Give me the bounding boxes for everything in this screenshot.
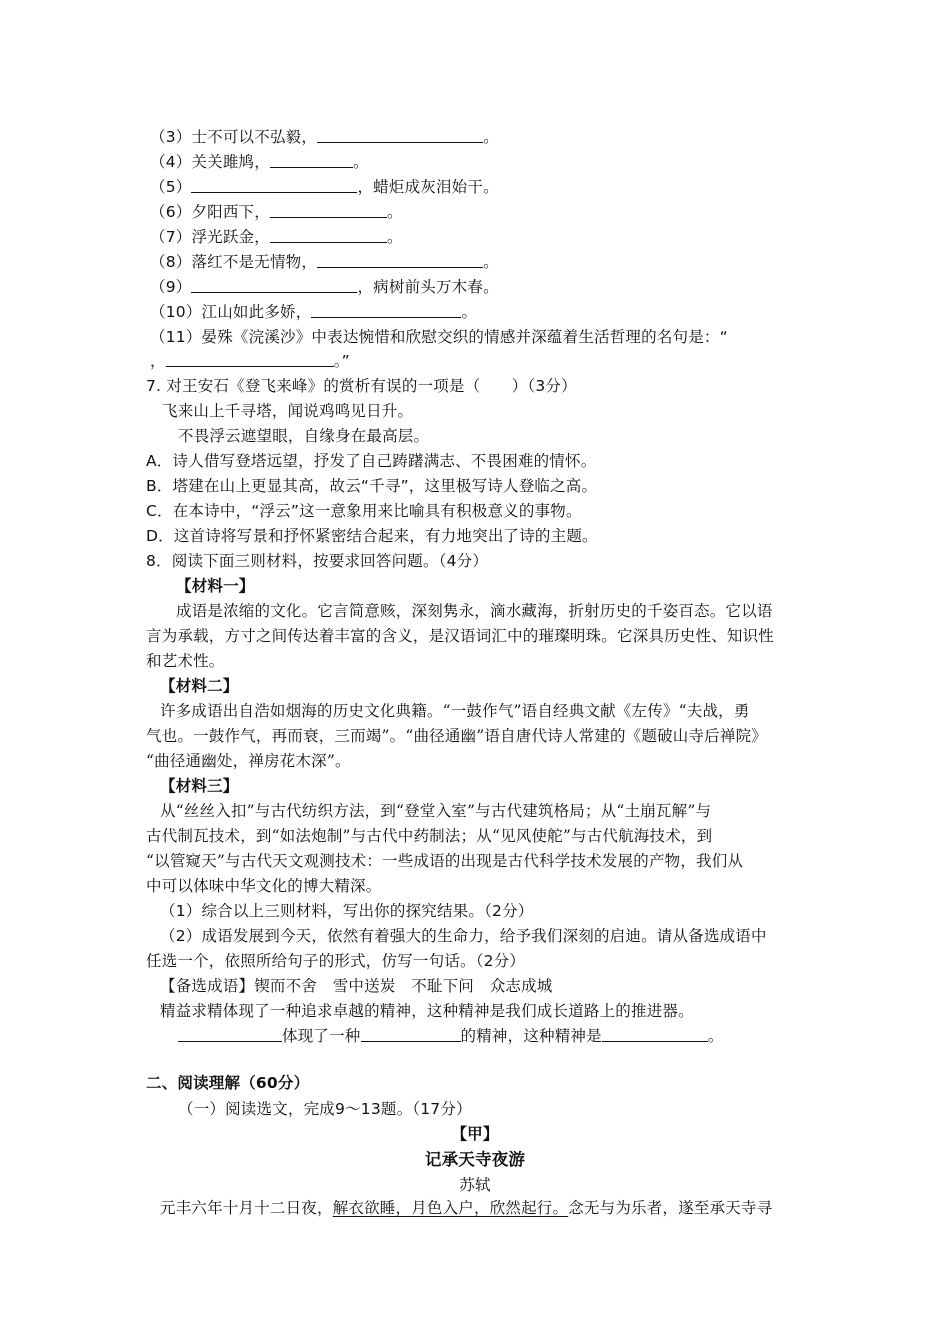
option-c: C．在本诗中，“浮云”这一意象用来比喻具有积极意义的事物。	[146, 502, 582, 520]
answer-blank[interactable]	[270, 227, 387, 243]
material-3-line: 中可以体味中华文化的博大精深。	[146, 877, 382, 895]
fill-item-3: （3）士不可以不弘毅， 。	[150, 128, 499, 146]
sub-question-2: （2）成语发展到今天，依然有着强大的生命力，给予我们深刻的启迪。请从备选成语中	[160, 927, 767, 945]
question-8: 8．阅读下面三则材料，按要求回答问题。（4分）	[146, 552, 489, 570]
material-2-line: 许多成语出自浩如烟海的历史文化典籍。“一鼓作气”语自经典文献《左传》“夫战，勇	[160, 702, 750, 720]
material-2-line: “曲径通幽处，禅房花木深”。	[146, 752, 351, 770]
fill-item-4: （4）关关雎鸠， 。	[150, 153, 369, 171]
question-7: 7. 对王安石《登飞来峰》的赏析有误的一项是（ ）（3分）	[146, 377, 577, 395]
passage-author: 苏轼	[459, 1176, 491, 1194]
fill-item-11: （11）晏殊《浣溪沙》中表达惋惜和欣慰交织的情感并深蕴着生活哲理的名句是：“	[150, 328, 728, 346]
fill-item-10: （10）江山如此多娇， 。	[150, 303, 478, 321]
answer-blank[interactable]	[191, 277, 357, 293]
material-1-line: 成语是浓缩的文化。它言简意赅，深刻隽永，滴水藏海，折射历史的千姿百态。它以语	[176, 602, 773, 620]
passage-title: 记承天寺夜游	[424, 1150, 526, 1169]
fill-item-8: （8）落红不是无情物， 。	[150, 253, 499, 271]
poem-line-1: 飞来山上千寻塔，闻说鸡鸣见日升。	[162, 402, 414, 420]
answer-blank[interactable]	[602, 1026, 708, 1042]
option-a: A．诗人借写登塔远望，抒发了自己踌躇满志、不畏困难的情怀。	[146, 452, 597, 470]
material-2-line: 气也。一鼓作气，再而衰，三而竭”。“曲径通幽”语自唐代诗人常建的《题破山寺后禅院》	[146, 727, 767, 745]
answer-blank[interactable]	[317, 127, 483, 143]
poem-line-2: 不畏浮云遮望眼，自缘身在最高层。	[178, 427, 430, 445]
material-1-line: 和艺术性。	[146, 652, 225, 670]
option-d: D．这首诗将写景和抒怀紧密结合起来，有力地突出了诗的主题。	[146, 527, 598, 545]
sub-question-1: （1）综合以上三则材料，写出你的探究结果。（2分）	[160, 902, 534, 920]
answer-blank[interactable]	[191, 177, 357, 193]
section-heading: 二、阅读理解（60分）	[146, 1074, 310, 1092]
answer-blank[interactable]	[178, 1026, 282, 1042]
material-3-line: “以管窥天”与古代天文观测技术：一些成语的出现是古代科学技术发展的产物，我们从	[146, 852, 744, 870]
imitation-fill: 体现了一种 的精神，这种精神是 。	[178, 1026, 724, 1046]
fill-item-7: （7）浮光跃金， 。	[150, 228, 403, 246]
answer-blank[interactable]	[361, 1026, 461, 1042]
material-3-line: 古代制瓦技术，到“如法炮制”与古代中药制法；从“见风使舵”与古代航海技术，到	[146, 827, 713, 845]
fill-item-5: （5） ，蜡炬成灰泪始干。	[150, 178, 499, 196]
material-1-title: 【材料一】	[176, 577, 255, 595]
example-sentence: 精益求精体现了一种追求卓越的精神，这种精神是我们成长道路上的推进器。	[160, 1002, 694, 1020]
underlined-sentence: 解衣欲睡，月色入户，欣然起行。	[332, 1199, 569, 1217]
material-2-title: 【材料二】	[160, 677, 239, 695]
answer-blank[interactable]	[270, 202, 387, 218]
fill-item-9: （9） ，病树前头万木春。	[150, 278, 499, 296]
answer-blank[interactable]	[311, 302, 461, 318]
section-subheading: （一）阅读选文，完成9～13题。（17分）	[178, 1100, 472, 1118]
material-3-title: 【材料三】	[160, 777, 239, 795]
option-b: B．塔建在山上更显其高，故云“千寻”，这里极写诗人登临之高。	[146, 477, 598, 495]
idiom-options: 【备选成语】锲而不舍 雪中送炭 不耻下问 众志成城	[160, 977, 553, 995]
passage-label: 【甲】	[451, 1125, 499, 1143]
fill-item-6: （6）夕阳西下， 。	[150, 203, 403, 221]
fill-item-11-line2: ， 。”	[150, 352, 350, 370]
answer-blank[interactable]	[317, 252, 483, 268]
sub-question-2-line2: 任选一个，依照所给句子的形式，仿写一句话。（2分）	[146, 952, 526, 970]
material-3-line: 从“丝丝入扣”与古代纺织方法，到“登堂入室”与古代建筑格局；从“土崩瓦解”与	[160, 802, 712, 820]
material-1-line: 言为承载，方寸之间传达着丰富的含义，是汉语词汇中的璀璨明珠。它深具历史性、知识性	[146, 627, 775, 645]
answer-blank[interactable]	[166, 351, 334, 367]
answer-blank[interactable]	[270, 152, 353, 168]
passage-text: 元丰六年十月十二日夜，解衣欲睡，月色入户，欣然起行。念无与为乐者，遂至承天寺寻	[160, 1199, 773, 1217]
